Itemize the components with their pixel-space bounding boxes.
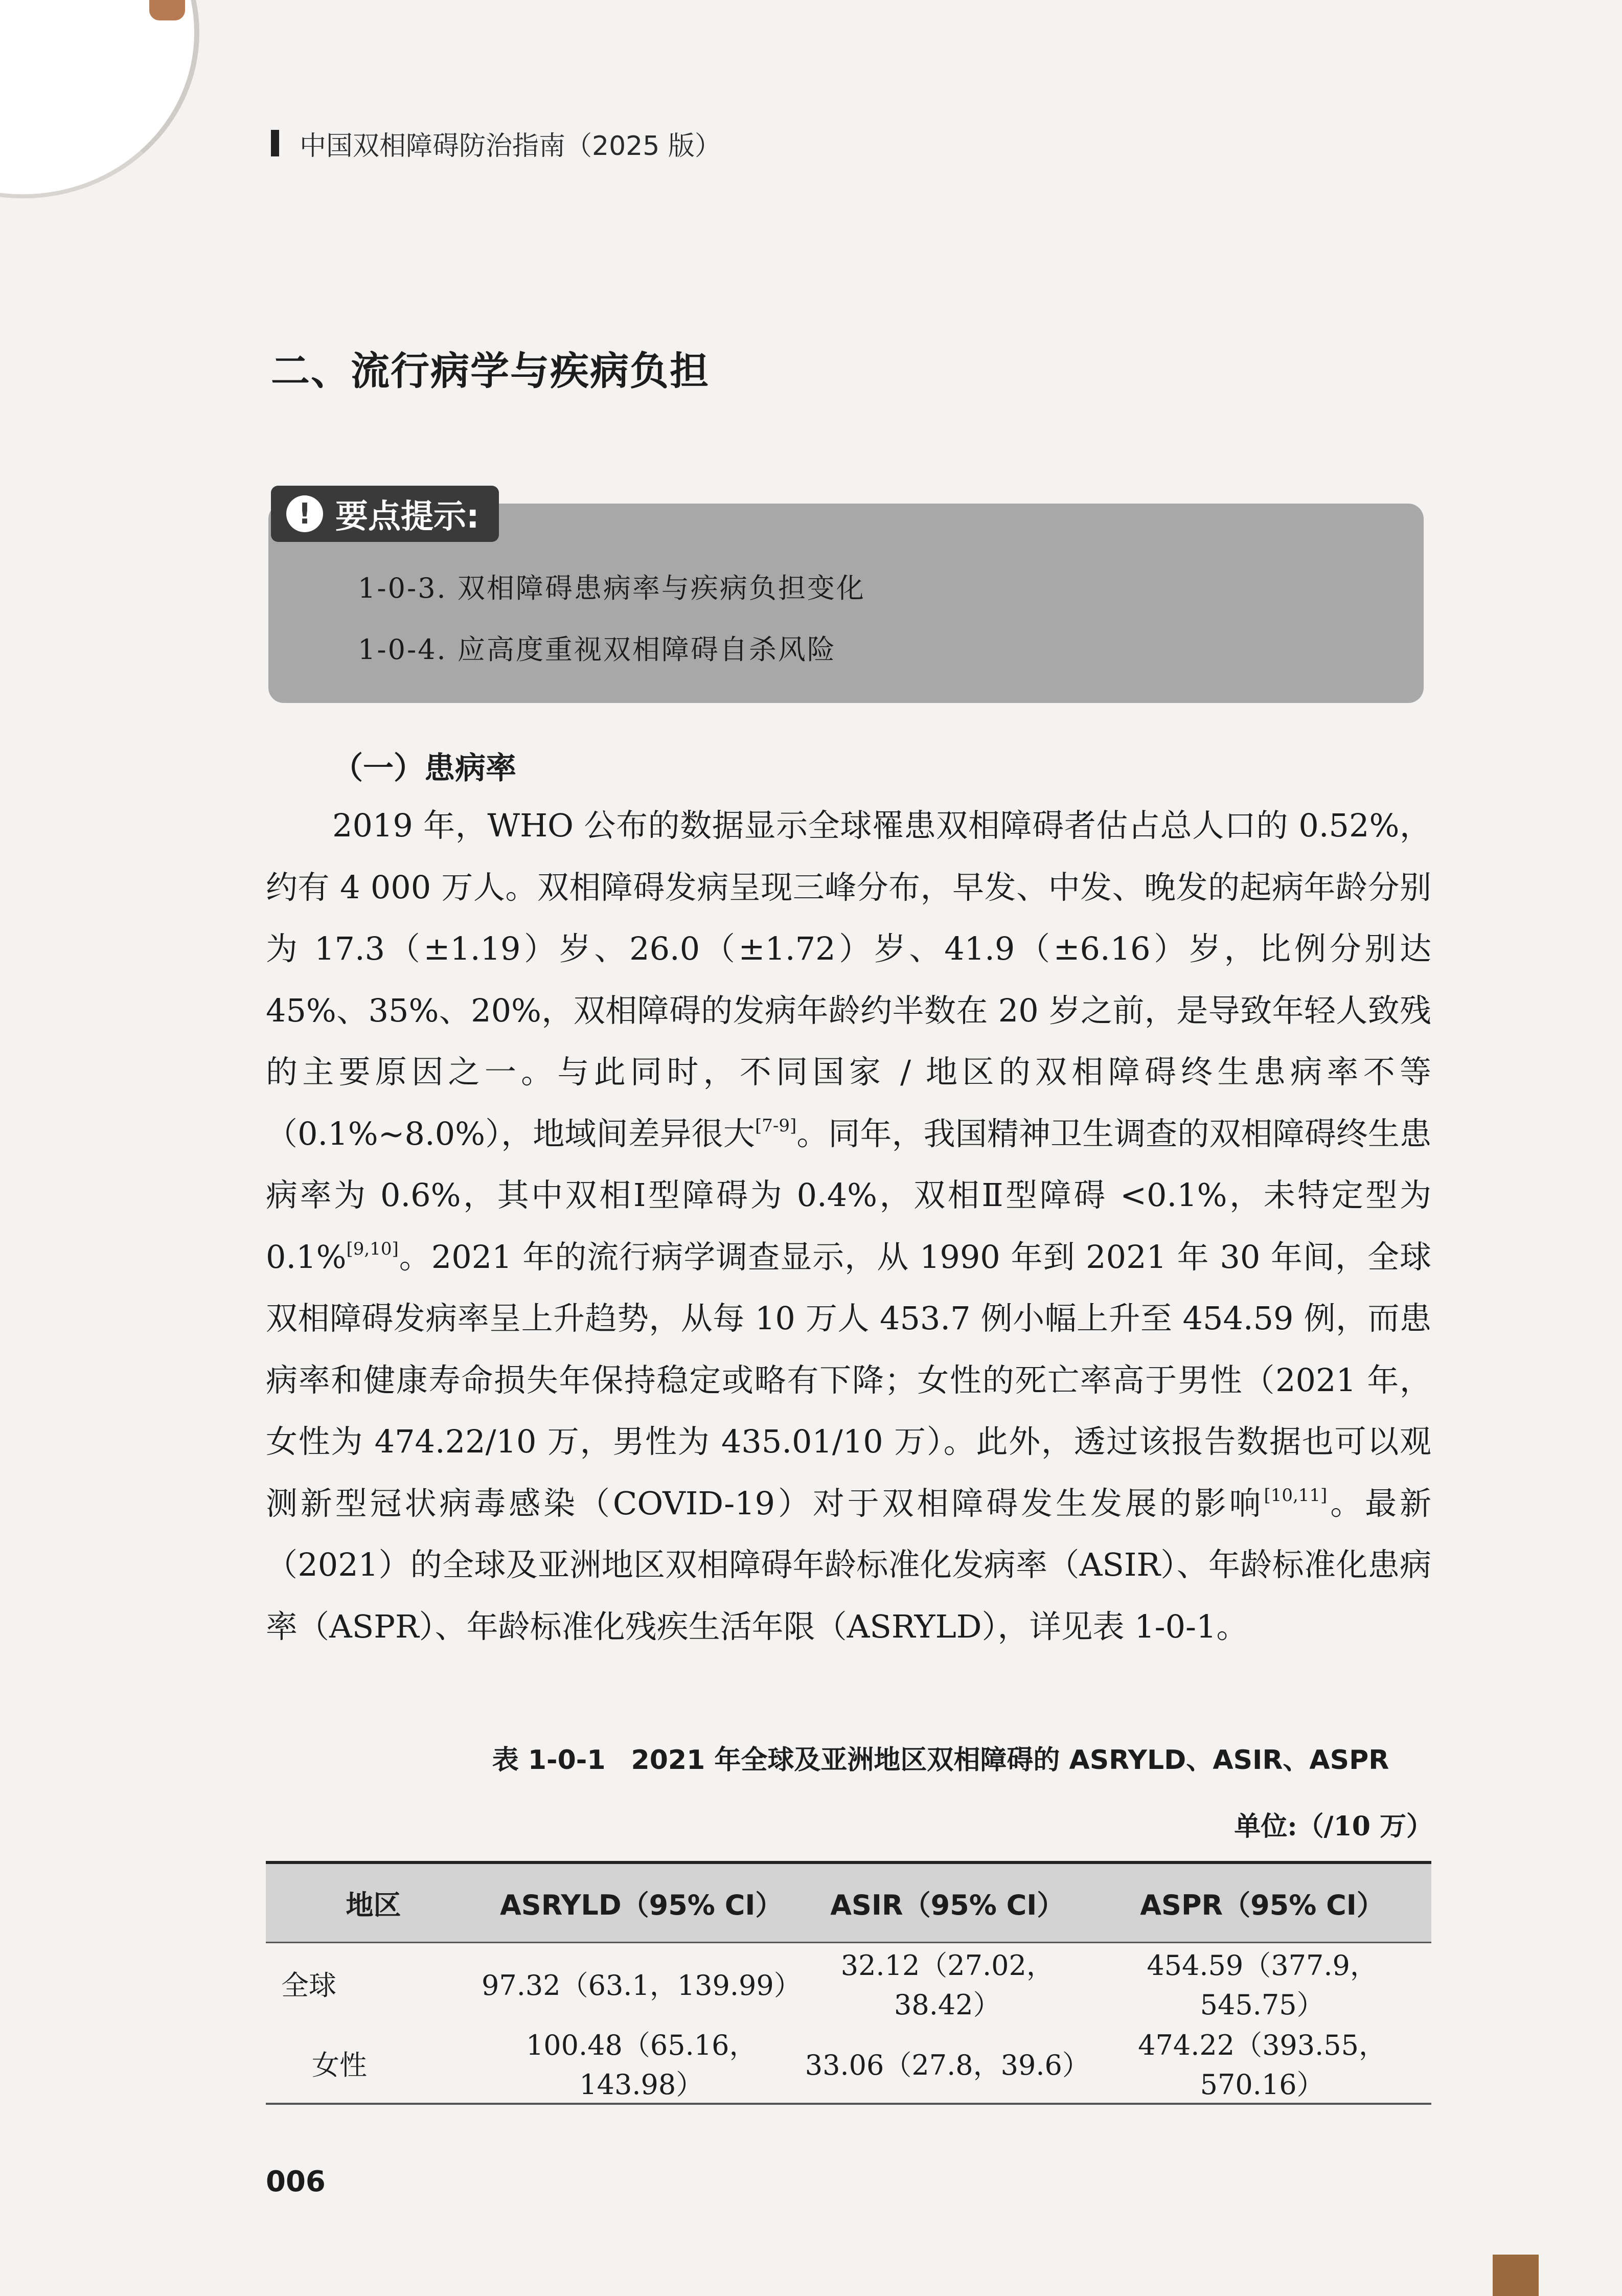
exclamation-icon: ! bbox=[286, 495, 323, 532]
key-points-label bbox=[271, 486, 499, 542]
key-point-item: 1-0-3. 双相障碍患病率与疾病负担变化 bbox=[358, 572, 865, 604]
data-table bbox=[266, 1861, 1431, 2105]
table-cell: 97.32（63.1，139.99） bbox=[482, 1969, 802, 2002]
table-cell: 454.59（377.9，545.75） bbox=[1147, 1949, 1378, 2021]
table-number: 表 1-0-1 bbox=[492, 1745, 606, 1776]
key-points-label-text: 要点提示: bbox=[335, 498, 479, 536]
table-caption bbox=[266, 1738, 1615, 1777]
page-curl bbox=[0, 0, 199, 198]
header-cell: ASPR（95% CI） bbox=[1093, 1862, 1431, 1943]
section-title: 二、流行病学与疾病负担 bbox=[271, 348, 710, 394]
table-cell: 100.48（65.16，143.98） bbox=[481, 2023, 802, 2104]
citation: [10,11] bbox=[1264, 1485, 1328, 1506]
header-cell: 地区 bbox=[266, 1862, 481, 1943]
table-header-row bbox=[266, 1862, 1431, 1943]
paragraph-text: 。最新（2021）的全球及亚洲地区双相障碍年龄标准化发病率（ASIR）、年龄标准化患病率（ASPR）、年龄标准化残疾生活年限（ASRYLD），详见表 1-0-1。 bbox=[266, 1484, 1431, 1645]
header-cell: ASIR（95% CI） bbox=[802, 1862, 1093, 1943]
table-cell: 女性 bbox=[266, 2023, 481, 2104]
table-title: 2021 年全球及亚洲地区双相障碍的 ASRYLD、ASIR、ASPR bbox=[631, 1745, 1389, 1776]
paragraph-text: 2019 年，WHO 公布的数据显示全球罹患双相障碍者估占总人口的 0.52%，约有 4 000 万人。双相障碍发病呈现三峰分布，早发、中发、晚发的起病年龄分别为 17.3（±1.19）岁、26.0（±1.72）岁、41.9（±6.16）岁，比例分别达 45%、35%、20%，双相障碍的发病年龄约半数在 20 岁之前，是导致年轻人致残的主要原因之一。与此同时，不同国家 / 地区的双相障碍终生患病率不等（0.1%~8.0%），地域间差异很大 bbox=[266, 807, 1431, 1152]
citation: [9,10] bbox=[346, 1238, 399, 1259]
subsection-title: （一）患病率 bbox=[332, 751, 516, 786]
header-bar bbox=[271, 130, 279, 156]
key-point-item: 1-0-4. 应高度重视双相障碍自杀风险 bbox=[358, 633, 836, 666]
body-paragraph bbox=[266, 795, 1431, 1657]
paragraph-text: 。同年，我国精神卫生调查的双相障碍终生患病率为 0.6%，其中双相Ⅰ型障碍为 0.4%，双相Ⅱ型障碍 <0.1%，未特定型为 0.1% bbox=[266, 1115, 1431, 1276]
table-unit: 单位:（/10 万） bbox=[1234, 1811, 1433, 1842]
page-number: 006 bbox=[266, 2165, 326, 2198]
paragraph-text: 。2021 年的流行病学调查显示，从 1990 年到 2021 年 30 年间，全球双相障碍发病率呈上升趋势，从每 10 万人 453.7 例小幅上升至 454.59 例，而患病率和健康寿命损失年保持稳定或略有下降；女性的死亡率高于男性（2021 年，女性为 474.22/10 万，男性为 435.01/10 万）。此外，透过该报告数据也可以观测新型冠状病毒感染（COVID-19）对于双相障碍发生发展的影响 bbox=[266, 1238, 1431, 1522]
header-cell: ASRYLD（95% CI） bbox=[481, 1862, 802, 1943]
running-header-text: 中国双相障碍防治指南（2025 版） bbox=[300, 130, 721, 162]
citation: [7-9] bbox=[755, 1115, 797, 1136]
table-cell: 全球 bbox=[281, 1969, 336, 2002]
table-cell: 32.12（27.02，38.42） bbox=[840, 1949, 1054, 2021]
table-cell: 474.22（393.55，570.16） bbox=[1093, 2023, 1431, 2104]
corner-mark-bottom bbox=[1493, 2255, 1539, 2296]
table-cell: 33.06（27.8，39.6） bbox=[802, 2023, 1093, 2104]
table-row bbox=[266, 2023, 1431, 2104]
corner-mark-top bbox=[149, 0, 185, 20]
table-row bbox=[266, 1943, 1431, 2024]
running-header bbox=[271, 128, 721, 162]
